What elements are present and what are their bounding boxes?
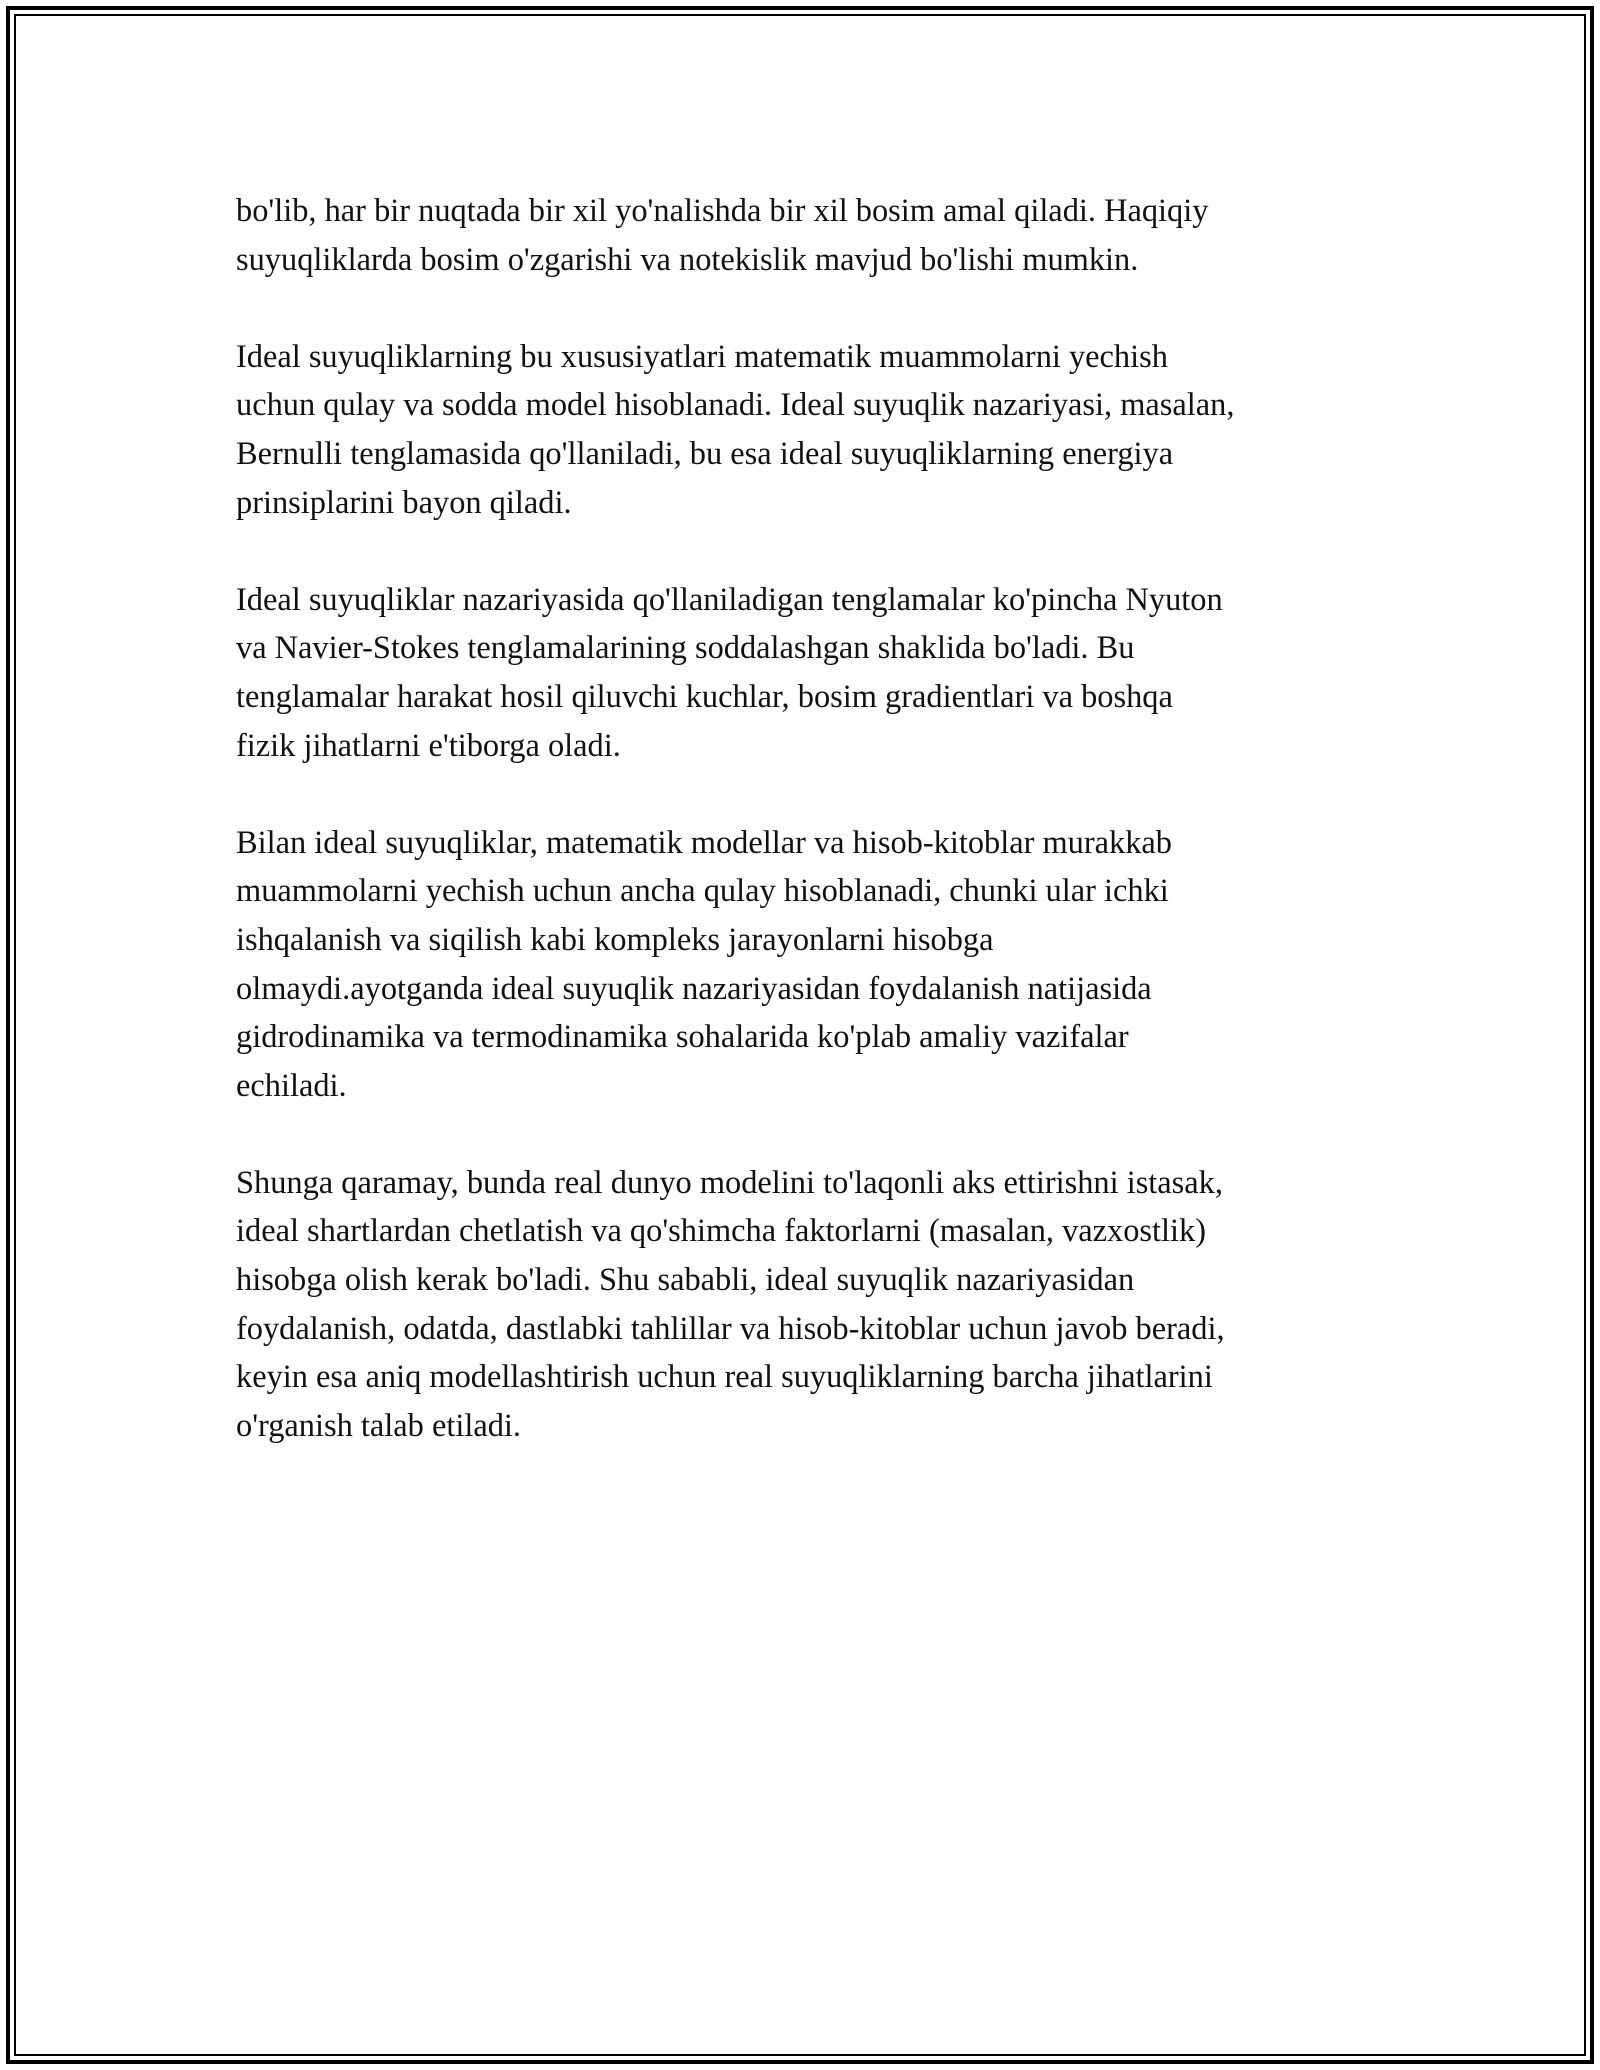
paragraph-1: bo'lib, har bir nuqtada bir xil yo'nalishda bir xil bosim amal qiladi. Haqiqiy suyuqliklarda bosim o'zgarishi va notekislik mavjud bo'lishi mumkin. [236, 193, 1209, 278]
paragraph-3: Ideal suyuqliklar nazariyasida qo'llaniladigan tenglamalar ko'pincha Nyuton va Navier-Stokes tenglamalarining soddalashgan shaklida bo'ladi. Bu tenglamalar harakat hosil qiluvchi kuchlar, bosim gradientlari va boshqa fizik jihatlarni e'tiborga oladi. [236, 581, 1223, 764]
document-body [236, 187, 1416, 1499]
paragraph-5: Shunga qaramay, bunda real dunyo modelini to'laqonli aks ettirishni istasak, ideal shartlardan chetlatish va qo'shimcha faktorlarni (masalan, vazxostlik) hisobga olish kerak bo'ladi. Shu sababli, ideal suyuqlik nazariyasidan foydalanish, odatda, dastlabki tahlillar va hisob-kitoblar uchun javob beradi, keyin esa aniq modellashtirish uchun real suyuqliklarning barcha jihatlarini o'rganish talab etiladi. [236, 1164, 1225, 1444]
paragraph-4: Bilan ideal suyuqliklar, matematik modellar va hisob-kitoblar murakkab muammolarni yechish uchun ancha qulay hisoblanadi, chunki ular ichki ishqalanish va siqilish kabi kompleks jarayonlarni hisobga olmaydi.ayotganda ideal suyuqlik nazariyasidan foydalanish natijasida gidrodinamika va termodinamika sohalarida ko'plab amaliy vazifalar echiladi. [236, 824, 1172, 1104]
paragraph-2: Ideal suyuqliklarning bu xususiyatlari matematik muammolarni yechish uchun qulay va sodda model hisoblanadi. Ideal suyuqlik nazariyasi, masalan, Bernulli tenglamasida qo'llaniladi, bu esa ideal suyuqliklarning energiya prinsiplarini bayon qiladi. [236, 338, 1235, 521]
